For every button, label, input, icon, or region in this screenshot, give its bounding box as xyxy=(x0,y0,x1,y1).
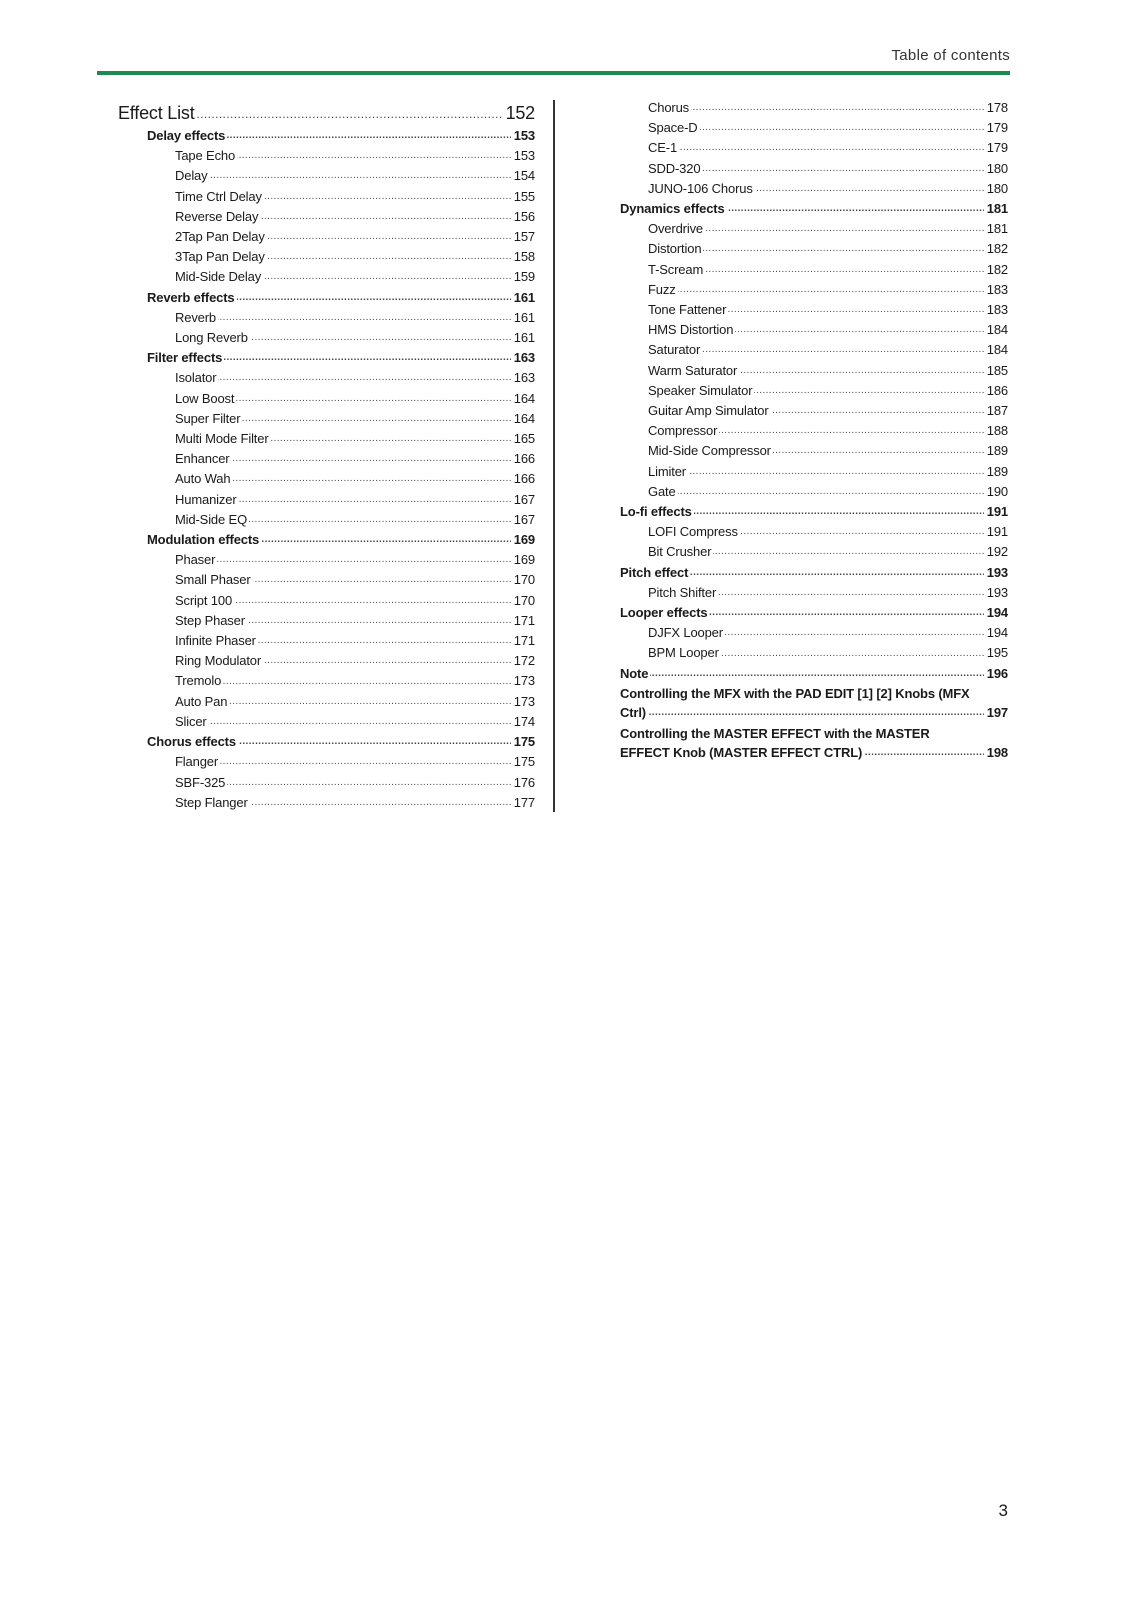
toc-entry-title[interactable]: Reverb effects xyxy=(147,289,235,305)
dot-leader xyxy=(620,664,1008,684)
dot-leader xyxy=(175,692,535,712)
dot-leader xyxy=(175,166,535,186)
toc-section-entry[interactable] xyxy=(118,288,535,308)
toc-entry-title[interactable]: Small Phaser xyxy=(175,572,251,588)
dot-leader xyxy=(648,340,1008,360)
toc-entry-title[interactable]: Script 100 xyxy=(175,592,233,608)
toc-entry-title[interactable]: Infinite Phaser xyxy=(175,633,256,649)
toc-entry-title[interactable]: Effect List xyxy=(118,103,195,123)
toc-entry-page[interactable]: 178 xyxy=(984,98,1008,118)
toc-entry-title[interactable]: Bit Crusher xyxy=(648,544,712,560)
toc-left-column xyxy=(118,100,535,813)
toc-entry-page[interactable]: 193 xyxy=(984,583,1008,603)
toc-subsection-entry[interactable] xyxy=(620,522,1008,542)
dot-leader xyxy=(620,703,1008,723)
dot-leader xyxy=(648,138,1008,158)
toc-subsection-entry[interactable] xyxy=(118,611,535,631)
toc-entry-page[interactable]: 157 xyxy=(511,227,535,247)
toc-entry-page[interactable]: 187 xyxy=(984,401,1008,421)
toc-section-entry[interactable] xyxy=(118,348,535,368)
toc-entry-title[interactable]: LOFI Compress xyxy=(648,524,738,540)
toc-entry-page[interactable]: 158 xyxy=(511,247,535,267)
toc-entry-title[interactable]: Reverb xyxy=(175,309,217,325)
toc-entry-title[interactable]: Looper effects xyxy=(620,605,708,621)
toc-section-entry[interactable] xyxy=(620,724,1008,763)
toc-entry-title[interactable]: Pitch Shifter xyxy=(648,584,717,600)
toc-subsection-entry[interactable] xyxy=(620,583,1008,603)
toc-subsection-entry[interactable] xyxy=(118,570,535,590)
toc-subsection-entry[interactable] xyxy=(620,340,1008,360)
toc-entry-page[interactable]: 182 xyxy=(984,260,1008,280)
toc-entry-page[interactable]: 190 xyxy=(984,482,1008,502)
column-divider xyxy=(553,100,555,812)
toc-section-entry[interactable] xyxy=(620,563,1008,583)
toc-entry-title[interactable]: Phaser xyxy=(175,552,216,568)
header-rule xyxy=(97,71,1010,75)
toc-section-entry[interactable] xyxy=(118,530,535,550)
toc-entry-page[interactable]: 192 xyxy=(984,542,1008,562)
dot-leader xyxy=(648,118,1008,138)
toc-entry-page[interactable]: 185 xyxy=(984,361,1008,381)
toc-entry-title[interactable]: Speaker Simulator xyxy=(648,382,753,398)
toc-entry-page[interactable]: 166 xyxy=(511,469,535,489)
toc-entry-page[interactable]: 161 xyxy=(511,328,535,348)
toc-entry-page[interactable]: 174 xyxy=(511,712,535,732)
toc-entry-page[interactable]: 181 xyxy=(984,199,1008,219)
toc-entry-title[interactable]: Overdrive xyxy=(648,221,703,237)
toc-subsection-entry[interactable] xyxy=(118,631,535,651)
toc-entry-title[interactable]: Compressor xyxy=(648,423,718,439)
toc-entry-page[interactable]: 193 xyxy=(984,563,1008,583)
toc-entry-page[interactable]: 175 xyxy=(511,752,535,772)
dot-leader xyxy=(175,672,535,692)
toc-entry-page[interactable]: 195 xyxy=(984,643,1008,663)
toc-entry-page[interactable]: 152 xyxy=(503,100,535,126)
toc-section-entry[interactable] xyxy=(620,603,1008,623)
toc-entry-title[interactable]: 2Tap Pan Delay xyxy=(175,229,265,245)
toc-subsection-entry[interactable] xyxy=(620,441,1008,461)
toc-section-entry[interactable] xyxy=(118,732,535,752)
toc-entry-title[interactable]: JUNO-106 Chorus xyxy=(648,180,753,196)
toc-entry-page[interactable]: 177 xyxy=(511,793,535,813)
toc-subsection-entry[interactable] xyxy=(620,219,1008,239)
dot-leader xyxy=(175,712,535,732)
toc-entry-page[interactable]: 171 xyxy=(511,631,535,651)
toc-entry-page[interactable]: 170 xyxy=(511,591,535,611)
toc-entry-title[interactable]: Distortion xyxy=(648,241,702,257)
toc-entry-title[interactable]: Note xyxy=(620,665,649,681)
toc-entry-title[interactable]: BPM Looper xyxy=(648,645,719,661)
page-number: 3 xyxy=(998,1501,1008,1520)
toc-entry-page[interactable]: 154 xyxy=(511,166,535,186)
toc-entry-page[interactable]: 188 xyxy=(984,421,1008,441)
dot-leader xyxy=(648,280,1008,300)
toc-subsection-entry[interactable] xyxy=(118,187,535,207)
toc-subsection-entry[interactable] xyxy=(118,389,535,409)
toc-subsection-entry[interactable] xyxy=(118,247,535,267)
toc-entry-title[interactable]: Limiter xyxy=(648,463,686,479)
toc-subsection-entry[interactable] xyxy=(620,381,1008,401)
toc-subsection-entry[interactable] xyxy=(118,793,535,813)
toc-entry-page[interactable]: 170 xyxy=(511,570,535,590)
toc-entry-title[interactable]: Super Filter xyxy=(175,410,241,426)
toc-entry-title[interactable]: SDD-320 xyxy=(648,160,701,176)
toc-entry-title[interactable]: Auto Wah xyxy=(175,471,231,487)
toc-entry-page[interactable]: 167 xyxy=(511,510,535,530)
toc-entry-title[interactable]: Tremolo xyxy=(175,673,222,689)
toc-entry-page[interactable]: 179 xyxy=(984,118,1008,138)
toc-section-entry[interactable] xyxy=(620,664,1008,684)
dot-leader xyxy=(175,773,535,793)
toc-entry-title[interactable]: Delay effects xyxy=(147,128,226,143)
toc-entry-page[interactable]: 186 xyxy=(984,381,1008,401)
toc-subsection-entry[interactable] xyxy=(620,260,1008,280)
toc-entry-title[interactable]: Mid-Side Compressor xyxy=(648,443,771,459)
dot-leader xyxy=(175,368,535,388)
dot-leader xyxy=(175,752,535,772)
toc-entry-title[interactable]: Tape Echo xyxy=(175,148,236,164)
toc-subsection-entry[interactable] xyxy=(620,179,1008,199)
toc-subsection-entry[interactable] xyxy=(620,98,1008,118)
toc-entry-title[interactable]: Controlling the MASTER EFFECT with the MASTER EFFECT Knob (MASTER EFFECT CTRL) xyxy=(620,725,930,761)
dot-leader xyxy=(175,308,535,328)
toc-subsection-entry[interactable] xyxy=(620,361,1008,381)
toc-subsection-entry[interactable] xyxy=(118,166,535,186)
toc-entry-page[interactable]: 169 xyxy=(511,550,535,570)
toc-subsection-entry[interactable] xyxy=(118,207,535,227)
toc-subsection-entry[interactable] xyxy=(620,462,1008,482)
dot-leader xyxy=(648,462,1008,482)
toc-entry-title[interactable]: Guitar Amp Simulator xyxy=(648,403,769,419)
toc-entry-page[interactable]: 179 xyxy=(984,138,1008,158)
toc-subsection-entry[interactable] xyxy=(118,773,535,793)
toc-entry-page[interactable]: 196 xyxy=(984,664,1008,684)
dot-leader xyxy=(648,98,1008,118)
toc-entry-page[interactable]: 183 xyxy=(984,280,1008,300)
toc-entry-page[interactable]: 189 xyxy=(984,441,1008,461)
toc-subsection-entry[interactable] xyxy=(620,623,1008,643)
toc-entry-title[interactable]: Chorus xyxy=(648,100,690,115)
toc-entry-title[interactable]: Tone Fattener xyxy=(648,302,727,318)
toc-subsection-entry[interactable] xyxy=(118,146,535,166)
toc-entry-title[interactable]: Slicer xyxy=(175,713,207,729)
toc-entry-title[interactable]: Long Reverb xyxy=(175,330,248,346)
dot-leader xyxy=(175,550,535,570)
toc-entry-title[interactable]: Multi Mode Filter xyxy=(175,431,269,447)
toc-entry-page[interactable]: 159 xyxy=(511,267,535,287)
toc-entry-page[interactable]: 191 xyxy=(984,522,1008,542)
toc-entry-title[interactable]: Reverse Delay xyxy=(175,208,259,224)
running-header: Table of contents xyxy=(891,47,1010,64)
toc-entry-page[interactable]: 153 xyxy=(511,146,535,166)
toc-entry-page[interactable]: 194 xyxy=(984,623,1008,643)
toc-entry-title[interactable]: 3Tap Pan Delay xyxy=(175,249,265,265)
toc-subsection-entry[interactable] xyxy=(118,449,535,469)
toc-subsection-entry[interactable] xyxy=(118,267,535,287)
toc-subsection-entry[interactable] xyxy=(118,490,535,510)
toc-entry-page[interactable]: 194 xyxy=(984,603,1008,623)
toc-entry-page[interactable]: 161 xyxy=(511,308,535,328)
toc-entry-page[interactable]: 155 xyxy=(511,187,535,207)
toc-chapter-entry[interactable] xyxy=(118,100,535,126)
toc-entry-page[interactable]: 176 xyxy=(511,773,535,793)
toc-subsection-entry[interactable] xyxy=(620,482,1008,502)
toc-subsection-entry[interactable] xyxy=(118,429,535,449)
toc-entry-page[interactable]: 153 xyxy=(511,126,535,146)
toc-entry-title[interactable]: Gate xyxy=(648,483,676,499)
toc-subsection-entry[interactable] xyxy=(118,712,535,732)
toc-section-entry[interactable] xyxy=(620,684,1008,723)
toc-entry-title[interactable]: Filter effects xyxy=(147,350,223,366)
toc-entry-page[interactable]: 163 xyxy=(511,368,535,388)
toc-entry-page[interactable]: 182 xyxy=(984,239,1008,259)
toc-entry-page[interactable]: 164 xyxy=(511,409,535,429)
toc-entry-title[interactable]: Modulation effects xyxy=(147,532,260,548)
toc-entry-page[interactable]: 171 xyxy=(511,611,535,631)
toc-subsection-entry[interactable] xyxy=(118,368,535,388)
toc-entry-page[interactable]: 173 xyxy=(511,671,535,691)
toc-subsection-entry[interactable] xyxy=(620,138,1008,158)
toc-entry-title[interactable]: Mid-Side Delay xyxy=(175,269,262,285)
toc-entry-page[interactable]: 164 xyxy=(511,389,535,409)
toc-entry-page[interactable]: 181 xyxy=(984,219,1008,239)
toc-entry-page[interactable]: 175 xyxy=(511,732,535,752)
toc-entry-title[interactable]: Chorus effects xyxy=(147,734,236,750)
toc-entry-title[interactable]: Ring Modulator xyxy=(175,653,262,669)
dot-leader xyxy=(648,482,1008,502)
toc-entry-page[interactable]: 169 xyxy=(511,530,535,550)
toc-entry-title[interactable]: Step Flanger xyxy=(175,794,248,810)
toc-subsection-entry[interactable] xyxy=(118,328,535,348)
toc-subsection-entry[interactable] xyxy=(620,643,1008,663)
toc-entry-title[interactable]: Warm Saturator xyxy=(648,362,738,378)
toc-entry-title[interactable]: Pitch effect xyxy=(620,564,689,580)
dot-leader xyxy=(648,159,1008,179)
toc-subsection-entry[interactable] xyxy=(118,752,535,772)
toc-subsection-entry[interactable] xyxy=(118,651,535,671)
toc-subsection-entry[interactable] xyxy=(118,227,535,247)
toc-entry-page[interactable]: 198 xyxy=(984,743,1008,763)
toc-subsection-entry[interactable] xyxy=(620,421,1008,441)
toc-entry-page[interactable]: 183 xyxy=(984,300,1008,320)
toc-entry-title[interactable]: SBF-325 xyxy=(175,774,226,790)
toc-entry-title[interactable]: T-Scream xyxy=(648,261,704,277)
toc-entry-title[interactable]: Enhancer xyxy=(175,451,230,467)
toc-right-column xyxy=(620,98,1008,764)
toc-entry-page[interactable]: 172 xyxy=(511,651,535,671)
toc-entry-page[interactable]: 156 xyxy=(511,207,535,227)
toc-entry-page[interactable]: 166 xyxy=(511,449,535,469)
toc-entry-page[interactable]: 184 xyxy=(984,320,1008,340)
toc-section-entry[interactable] xyxy=(118,126,535,146)
toc-subsection-entry[interactable] xyxy=(118,671,535,691)
toc-subsection-entry[interactable] xyxy=(118,510,535,530)
toc-entry-page[interactable]: 167 xyxy=(511,490,535,510)
toc-entry-page[interactable]: 161 xyxy=(511,288,535,308)
toc-subsection-entry[interactable] xyxy=(118,550,535,570)
toc-subsection-entry[interactable] xyxy=(118,409,535,429)
toc-entry-title[interactable]: CE-1 xyxy=(648,140,678,156)
toc-entry-page[interactable]: 180 xyxy=(984,159,1008,179)
toc-subsection-entry[interactable] xyxy=(118,692,535,712)
toc-entry-title[interactable]: Lo-fi effects xyxy=(620,504,692,520)
toc-subsection-entry[interactable] xyxy=(620,300,1008,320)
toc-entry-page[interactable]: 191 xyxy=(984,502,1008,522)
toc-entry-page[interactable]: 180 xyxy=(984,179,1008,199)
toc-entry-title[interactable]: Space-D xyxy=(648,120,698,136)
toc-subsection-entry[interactable] xyxy=(118,469,535,489)
toc-subsection-entry[interactable] xyxy=(620,542,1008,562)
toc-entry-title[interactable]: Step Phaser xyxy=(175,612,245,628)
toc-subsection-entry[interactable] xyxy=(620,320,1008,340)
toc-entry-title[interactable]: Humanizer xyxy=(175,491,237,507)
toc-entry-page[interactable]: 197 xyxy=(984,703,1008,723)
toc-subsection-entry[interactable] xyxy=(620,159,1008,179)
toc-entry-page[interactable]: 184 xyxy=(984,340,1008,360)
toc-entry-title[interactable]: Mid-Side EQ xyxy=(175,511,248,527)
toc-entry-title[interactable]: Delay xyxy=(175,168,208,184)
toc-subsection-entry[interactable] xyxy=(620,280,1008,300)
toc-subsection-entry[interactable] xyxy=(620,239,1008,259)
toc-entry-page[interactable]: 173 xyxy=(511,692,535,712)
toc-entry-page[interactable]: 165 xyxy=(511,429,535,449)
toc-section-entry[interactable] xyxy=(620,502,1008,522)
toc-subsection-entry[interactable] xyxy=(620,401,1008,421)
toc-entry-title[interactable]: Low Boost xyxy=(175,390,235,406)
toc-entry-title[interactable]: Fuzz xyxy=(648,281,676,297)
toc-entry-title[interactable]: HMS Distortion xyxy=(648,322,734,338)
toc-entry-title[interactable]: Controlling the MFX with the PAD EDIT [1] [2] Knobs (MFX Ctrl) xyxy=(620,685,970,721)
toc-entry-title[interactable]: Auto Pan xyxy=(175,693,228,709)
toc-entry-title[interactable]: Dynamics effects xyxy=(620,201,725,217)
toc-subsection-entry[interactable] xyxy=(118,308,535,328)
toc-entry-page[interactable]: 189 xyxy=(984,462,1008,482)
toc-subsection-entry[interactable] xyxy=(620,118,1008,138)
toc-subsection-entry[interactable] xyxy=(118,591,535,611)
toc-entry-page[interactable]: 163 xyxy=(511,348,535,368)
toc-entry-title[interactable]: Time Ctrl Delay xyxy=(175,188,262,204)
toc-entry-title[interactable]: Saturator xyxy=(648,342,701,358)
toc-entry-title[interactable]: DJFX Looper xyxy=(648,625,723,641)
toc-entry-title[interactable]: Isolator xyxy=(175,370,217,386)
toc-section-entry[interactable] xyxy=(620,199,1008,219)
toc-entry-title[interactable]: Flanger xyxy=(175,754,219,770)
